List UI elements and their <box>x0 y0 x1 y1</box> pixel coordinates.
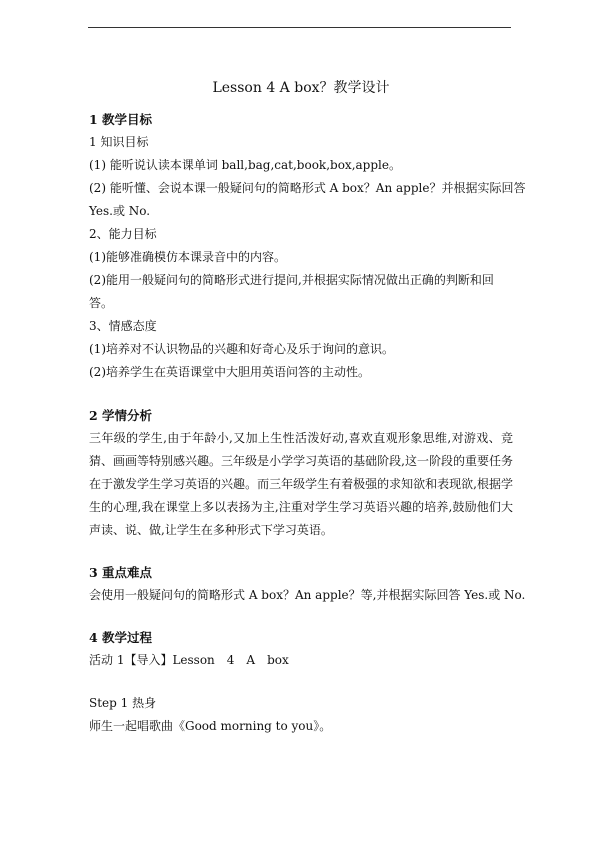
subheading-ability: 2、能力目标 <box>89 227 157 241</box>
ability-item-1: (1)能够准确模仿本课录音中的内容。 <box>89 250 286 264</box>
header-rule <box>88 27 511 28</box>
document-body <box>89 78 526 738</box>
section-heading-objectives: 1 教学目标 <box>89 112 153 127</box>
analysis-paragraph: 三年级的学生,由于年龄小,又加上生性活泼好动,喜欢直观形象思维,对游戏、竞猜、画画等特别感兴趣。三年级是小学学习英语的基础阶段,这一阶段的重要任务在于激发学生学习英语的兴趣。而三年级学生有着极强的求知欲和表现欲,根据学生的心理,我在课堂上多以表扬为主,注重对学生学习英语兴趣的培养,鼓励他们大声读、说、做,让学生在多种形式下学习英语。 <box>89 431 513 537</box>
subheading-knowledge: 1 知识目标 <box>89 135 149 149</box>
step-1-text: 师生一起唱歌曲《Good morning to you》。 <box>89 719 332 733</box>
document-title: Lesson 4 A box？教学设计 <box>212 80 390 96</box>
knowledge-item-1: (1) 能听说认读本课单词 ball,bag,cat,book,box,apple。 <box>89 158 401 172</box>
subheading-attitude: 3、情感态度 <box>89 319 157 333</box>
knowledge-item-2-line2: Yes.或 No. <box>89 204 151 218</box>
attitude-item-2: (2)培养学生在英语课堂中大胆用英语问答的主动性。 <box>89 365 371 379</box>
ability-item-2-line1: (2)能用一般疑问句的简略形式进行提问,并根据实际情况做出正确的判断和回 <box>89 273 494 287</box>
section-heading-process: 4 教学过程 <box>89 630 153 645</box>
step-1-title: Step 1 热身 <box>89 696 157 710</box>
key-points-text: 会使用一般疑问句的简略形式 A box？An apple？等,并根据实际回答 Yes.或 No. <box>89 588 526 602</box>
section-heading-key-points: 3 重点难点 <box>89 565 153 580</box>
activity-1-title: 活动 1【导入】Lesson 4 A box <box>89 653 289 667</box>
ability-item-2-line2: 答。 <box>89 296 114 310</box>
attitude-item-1: (1)培养对不认识物品的兴趣和好奇心及乐于询问的意识。 <box>89 342 395 356</box>
knowledge-item-2-line1: (2) 能听懂、会说本课一般疑问句的简略形式 A box？An apple？并根据实际回答 <box>89 181 526 195</box>
section-heading-analysis: 2 学情分析 <box>89 408 153 423</box>
